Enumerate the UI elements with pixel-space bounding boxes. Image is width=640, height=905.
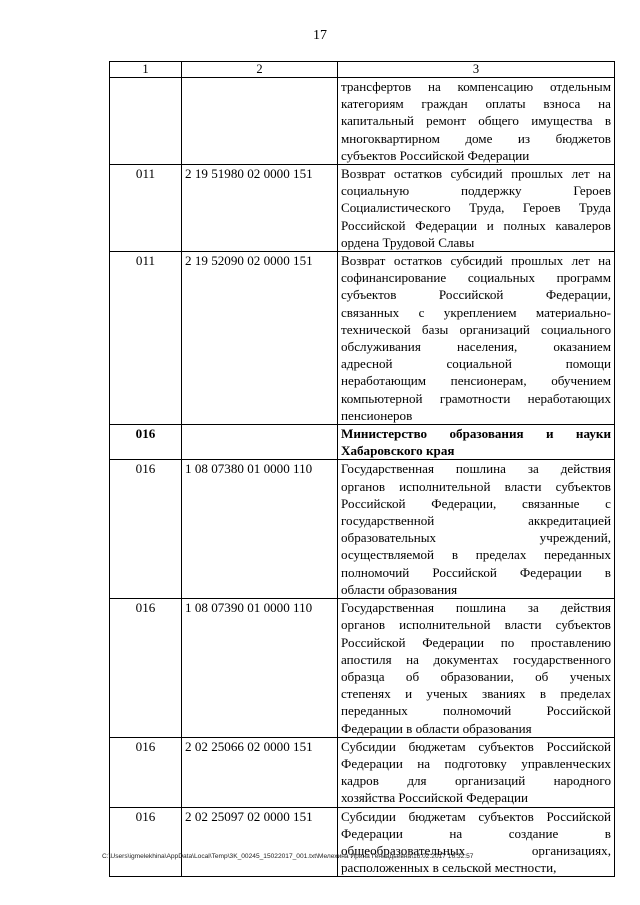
income-name-line: Социалистического Труда, Героев Труда bbox=[341, 200, 611, 216]
admin-code-cell: 016 bbox=[110, 807, 182, 877]
income-name-line: кадров для организаций народного bbox=[341, 773, 611, 789]
income-name-line: связанных с укреплением материально- bbox=[341, 304, 611, 320]
budget-code-cell: 1 08 07380 01 0000 110 bbox=[182, 460, 338, 599]
table-row bbox=[110, 807, 615, 877]
income-name-line: пенсионеров bbox=[341, 407, 413, 423]
header-col-3: 3 bbox=[338, 62, 615, 78]
income-name-line: трансфертов на компенсацию отдельным bbox=[341, 79, 611, 94]
budget-code-cell bbox=[182, 425, 338, 460]
income-name-cell bbox=[338, 425, 615, 460]
income-name-line: Возврат остатков субсидий прошлых лет на bbox=[341, 166, 611, 182]
income-name-cell bbox=[338, 807, 615, 877]
income-name-cell bbox=[338, 460, 615, 599]
income-name-line: Российской Федерации и полных кавалеров bbox=[341, 217, 611, 233]
admin-code-cell: 016 bbox=[110, 599, 182, 738]
admin-code-cell bbox=[110, 78, 182, 165]
income-name-line: осуществляемой в пределах переданных bbox=[341, 547, 611, 563]
budget-codes-table bbox=[109, 61, 615, 877]
admin-code-cell: 016 bbox=[110, 425, 182, 460]
income-name-line: расположенных в сельской местности, bbox=[341, 860, 557, 876]
income-name-line: компьютерной грамотности неработающих bbox=[341, 390, 611, 406]
income-name-line: Государственная пошлина за действия bbox=[341, 461, 611, 477]
income-name-line: Федерации в области образования bbox=[341, 720, 532, 736]
table-row bbox=[110, 165, 615, 252]
income-name-line: обслуживания населения, оказанием bbox=[341, 339, 611, 355]
budget-code-cell: 2 19 52090 02 0000 151 bbox=[182, 252, 338, 425]
income-name-line: Хабаровского края bbox=[341, 443, 455, 459]
income-name-line: Возврат остатков субсидий прошлых лет на bbox=[341, 253, 611, 269]
admin-code-cell: 011 bbox=[110, 165, 182, 252]
income-name-line: Государственная пошлина за действия bbox=[341, 600, 611, 616]
table-row bbox=[110, 425, 615, 460]
income-name-line: хозяйства Российской Федерации bbox=[341, 790, 529, 806]
income-name-line: социальную поддержку Героев bbox=[341, 183, 611, 199]
header-col-2: 2 bbox=[182, 62, 338, 78]
income-name-line: многоквартирном доме из бюджетов bbox=[341, 130, 611, 146]
income-name-line: категориям граждан оплаты взноса на bbox=[341, 96, 611, 112]
income-name-line: Субсидии бюджетам субъектов Российской bbox=[341, 738, 611, 754]
income-name-line: степенях и ученых званиях в пределах bbox=[341, 686, 611, 702]
income-name-line: образовательных учреждений, bbox=[341, 530, 611, 546]
budget-code-cell: 1 08 07390 01 0000 110 bbox=[182, 599, 338, 738]
income-name-line: общеобразовательных организациях, bbox=[341, 842, 611, 858]
admin-code-cell: 016 bbox=[110, 460, 182, 599]
income-name-cell bbox=[338, 165, 615, 252]
income-name-cell bbox=[338, 252, 615, 425]
income-name-line: софинансирование социальных программ bbox=[341, 270, 611, 286]
income-name-line: органов исполнительной власти субъектов bbox=[341, 617, 611, 633]
page-number: 17 bbox=[313, 28, 327, 43]
budget-code-cell: 2 19 51980 02 0000 151 bbox=[182, 165, 338, 252]
table-row bbox=[110, 737, 615, 807]
budget-code-cell bbox=[182, 78, 338, 165]
income-name-line: ордена Трудовой Славы bbox=[341, 234, 475, 250]
budget-code-cell: 2 02 25097 02 0000 151 bbox=[182, 807, 338, 877]
budget-code-cell: 2 02 25066 02 0000 151 bbox=[182, 737, 338, 807]
income-name-line: переданных полномочий Российской bbox=[341, 703, 611, 719]
table-row bbox=[110, 599, 615, 738]
income-name-cell bbox=[338, 78, 615, 165]
income-name-line: апостиля на документах государственного bbox=[341, 651, 611, 667]
admin-code-cell: 011 bbox=[110, 252, 182, 425]
admin-code-cell: 016 bbox=[110, 737, 182, 807]
income-name-line: органов исполнительной власти субъектов bbox=[341, 478, 611, 494]
income-name-line: капитальный ремонт общего имущества в bbox=[341, 113, 611, 129]
income-name-line: Федерации на подготовку управленческих bbox=[341, 755, 611, 771]
income-name-line: Министерство образования и науки bbox=[341, 426, 611, 442]
income-name-line: Федерации на создание в bbox=[341, 825, 611, 841]
income-name-line: образца об образовании, об ученых bbox=[341, 668, 611, 684]
income-name-line: государственной аккредитацией bbox=[341, 513, 611, 529]
header-col-1: 1 bbox=[110, 62, 182, 78]
income-name-line: субъектов Российской Федерации, bbox=[341, 287, 611, 303]
table-row bbox=[110, 460, 615, 599]
table-header-row bbox=[110, 62, 615, 78]
income-name-cell bbox=[338, 599, 615, 738]
footer-file-path: C:\Users\igmelekhina\AppData\Local\Temp\3K_00245_15022017_001.txt\Мелехина Ирина Геннадьевна\16.02.2017 16:32:57 bbox=[102, 853, 474, 860]
income-name-line: полномочий Российской Федерации в bbox=[341, 564, 611, 580]
income-name-line: Российской Федерации, связанные с bbox=[341, 495, 611, 511]
income-name-line: Российской Федерации по проставлению bbox=[341, 634, 611, 650]
income-name-line: субъектов Российской Федерации bbox=[341, 147, 530, 163]
income-name-cell bbox=[338, 737, 615, 807]
table-row bbox=[110, 252, 615, 425]
income-name-line: неработающим пенсионерам, обучением bbox=[341, 373, 611, 389]
income-name-line: технической базы организаций социального bbox=[341, 321, 611, 337]
income-name-line: адресной социальной помощи bbox=[341, 356, 611, 372]
income-name-line: Субсидии бюджетам субъектов Российской bbox=[341, 808, 611, 824]
income-name-line: области образования bbox=[341, 581, 458, 597]
table-row bbox=[110, 78, 615, 165]
